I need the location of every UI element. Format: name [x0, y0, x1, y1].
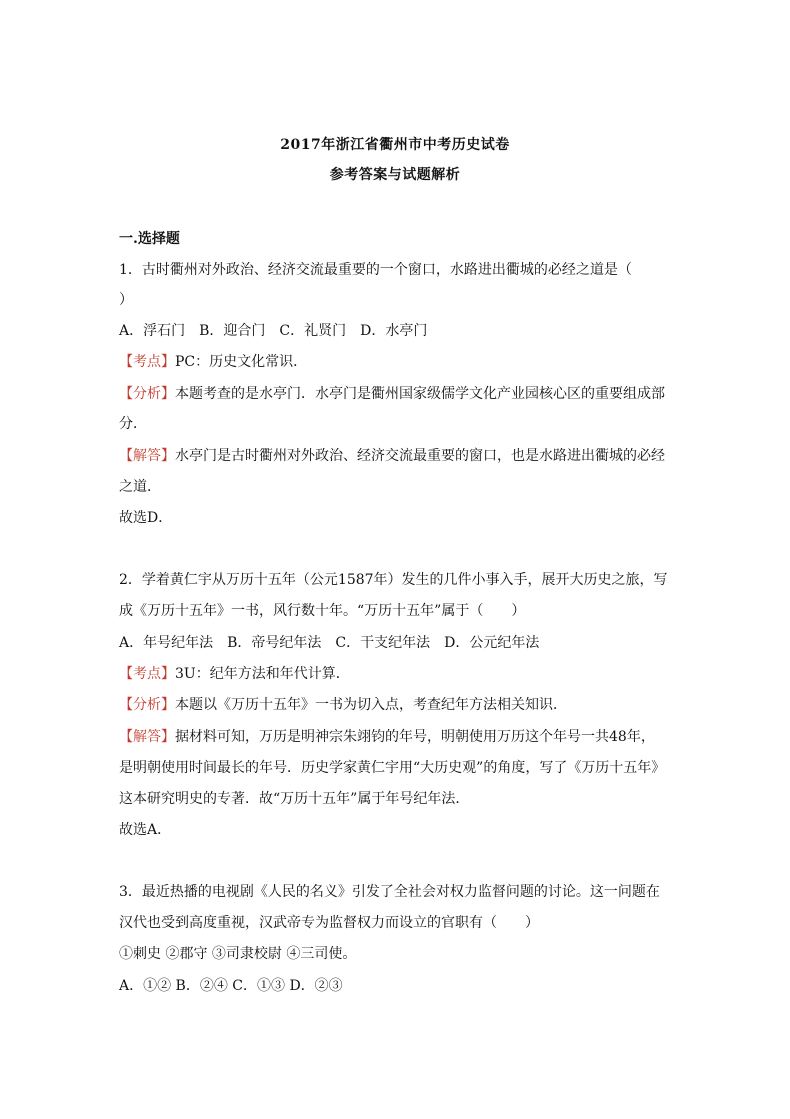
jieda-tag: 【解答】 — [119, 448, 175, 464]
q1-answer: 故选D． — [119, 510, 173, 526]
q1-stem-line1: 1．古时衢州对外政治、经济交流最重要的一个窗口，水路进出衢城的必经之道是（ — [119, 262, 632, 278]
kaodian-text: PC：历史文化常识． — [175, 354, 308, 370]
q3-options: A．①② B．②④ C．①③ D．②③ — [119, 978, 343, 994]
fenxi-tag: 【分析】 — [119, 386, 175, 402]
q1-jieda-line2: 之道． — [119, 479, 161, 495]
section-heading: 一.选择题 — [119, 231, 180, 247]
q2-jieda-line3: 这本研究明史的专著．故“万历十五年”属于年号纪年法． — [119, 791, 470, 807]
q3-items: ①刺史 ②郡守 ③司隶校尉 ④三司使。 — [119, 946, 357, 962]
q3-stem-line2: 汉代也受到高度重视，汉武帝专为监督权力而设立的官职有（ ） — [119, 915, 539, 931]
fenxi-text: 本题以《万历十五年》一书为切入点，考查纪年方法相关知识． — [175, 697, 567, 713]
jieda-text: 水亭门是古时衢州对外政治、经济交流最重要的窗口，也是水路进出衢城的必经 — [175, 448, 665, 464]
q1-jieda — [119, 446, 679, 466]
q2-options: A．年号纪年法 B．帝号纪年法 C．干支纪年法 D．公元纪年法 — [119, 635, 540, 651]
q2-jieda-line2: 是明朝使用时间最长的年号．历史学家黄仁宇用“大历史观”的角度，写了《万历十五年》 — [119, 760, 666, 776]
document-subtitle: 参考答案与试题解析 — [329, 167, 461, 183]
jieda-text: 据材料可知，万历是明神宗朱翊钧的年号，明朝使用万历这个年号一共48年， — [175, 729, 655, 745]
kaodian-text: 3U：纪年方法和年代计算． — [175, 666, 350, 682]
q1-stem-line2: ） — [119, 292, 133, 308]
jieda-tag: 【解答】 — [119, 729, 175, 745]
q3-stem-line1: 3．最近热播的电视剧《人民的名义》引发了全社会对权力监督问题的讨论。这一问题在 — [119, 884, 660, 900]
fenxi-text: 本题考查的是水亭门．水亭门是衢州国家级儒学文化产业园核心区的重要组成部 — [175, 386, 665, 402]
fenxi-tag: 【分析】 — [119, 697, 175, 713]
kaodian-tag: 【考点】 — [119, 354, 175, 370]
q1-options: A．浮石门 B．迎合门 C．礼贤门 D．水亭门 — [119, 323, 428, 339]
q2-stem-line2: 成《万历十五年》一书，风行数十年。“万历十五年”属于（ ） — [119, 603, 526, 619]
document-title: 2017年浙江省衢州市中考历史试卷 — [280, 137, 510, 153]
q1-fenxi-line2: 分． — [119, 416, 147, 432]
q2-kaodian — [119, 664, 679, 684]
q2-stem-line1: 2．学着黄仁宇从万历十五年（公元1587年）发生的几件小事入手，展开大历史之旅，写 — [119, 572, 668, 588]
kaodian-tag: 【考点】 — [119, 666, 175, 682]
q2-fenxi — [119, 695, 679, 715]
q1-fenxi — [119, 384, 679, 404]
q2-answer: 故选A． — [119, 822, 172, 838]
q1-kaodian — [119, 352, 679, 372]
q2-jieda — [119, 727, 679, 747]
